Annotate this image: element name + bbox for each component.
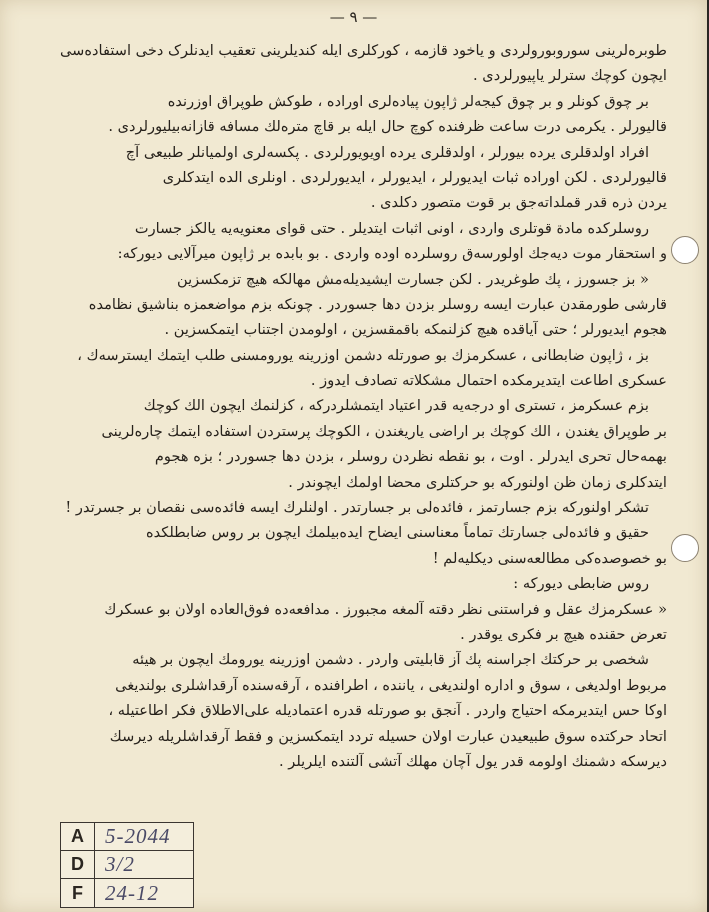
- stamp-key-d: D: [61, 851, 95, 879]
- stamp-value-d: 3/2: [95, 851, 193, 879]
- stamp-value-f: 24-12: [105, 880, 159, 905]
- text-line: بز ، ژاپون ضابطانی ، عسکرمزك بو صورتله دشمن اوزرینه یورومسنی طلب ایتمك ایسترسه‌ك ،: [77, 346, 649, 364]
- text-line: روس ضابطی دیورکه :: [513, 575, 649, 593]
- text-line: اتحاد حرکتده سوق طبیعیدن عبارت اولان حسیله تردد ایتمکسزین و فقط آرقداشلریله دیرسك: [109, 727, 667, 745]
- text-line: بر چوق کونلر و بر چوق کیجه‌لر ژاپون پیاده‌لری اوراده ، طوکش طوپراق اوزرنده: [167, 92, 649, 110]
- text-line: « عسکرمزك عقل و فراستنی نظر دقته آلمغه مجبورز . مدافعه‌ده فوق‌العاده اولان بو عسکرك: [104, 600, 667, 618]
- text-line: قالیورلر . یکرمی درت ساعت ظرفنده کوچ حال ایله بر قاچ مترەلك مسافه قازانه‌بیلیورلردی .: [108, 118, 667, 136]
- text-line: بزم عسکرمز ، تسترى او درجه‌یه قدر اعتیاد ایتمشلردرکه ، کزلنمك ایچون الك کوچك: [143, 397, 649, 415]
- text-line: حقیق و فائده‌لی جسارتك تماماً معناسنی ایضاح ایده‌بیلمك ایچون بر روس ضابطلکده: [145, 524, 649, 542]
- text-line: اوکا حس ایتدیرمکه احتیاج واردر . آنجق بو صورتله قدره اعتمادیله علی‌الاطلاق فکر اطاعتیله ،: [108, 702, 667, 720]
- punch-hole: [671, 236, 699, 264]
- text-line: تشکر اولنورکه بزم جسارتمز ، فائده‌لی بر جسارتدر . اولنلرك ایسه فائده‌سی نقصان بر جسرتدر !: [65, 499, 649, 517]
- text-line: بر طوپراق یغندن ، الك کوچك بر اراضی یاریغندن ، الکوچك پرستردن استفاده ایتمك چاره‌لرینی: [101, 422, 667, 440]
- text-line: ایتدکلری زمان ظن اولنورکه بو حرکتلری محضا اولمك ایچوندر .: [288, 473, 667, 491]
- text-line: هجوم ایدیورلر ؛ حتی آیاقده هیچ کزلنمکه باقمقسزین ، اولومدن اجتناب ایتمکسزین .: [164, 321, 667, 339]
- text-line: تعرض حقنده هیچ بر فکری یوقدر .: [460, 625, 667, 643]
- stamp-key-f: F: [61, 879, 95, 907]
- body-text: [48, 38, 667, 774]
- text-line: بو خصوصده‌کی مطالعه‌سنی دیکلیەلم !: [432, 549, 667, 567]
- text-line: مربوط اولدیغی ، سوق و اداره اولندیغی ، یاننده ، اطرافنده ، آرقه‌سنده آرقداشلری بولندیغی: [115, 676, 667, 694]
- text-line: یردن ذره قدر قملداته‌جق بر قوت متصور دکلدی .: [370, 194, 667, 212]
- text-line: « بز جسورز ، پك طوغریدر . لکن جسارت ایشیدیله‌مش مهالکه هیچ تزمکسزین: [176, 270, 649, 288]
- archive-stamp: [60, 822, 194, 908]
- text-line: و استحقار موت دیه‌جك اولورسه‌ق روسلرده اوده واردی . بو بابده بر ژاپون میرآلایی دیورکه:: [117, 245, 667, 263]
- page-number: — ٩ —: [329, 8, 378, 26]
- punch-hole: [671, 534, 699, 562]
- text-line: طوبره‌لرینی سوروبورولردی و یاخود قازمه ، کورکلری ایله کندیلرینی تعقیب ایدنلرک دخی استفاده‌سی: [59, 42, 667, 59]
- text-line: قالیورلردی . لکن اوراده ثبات ایدیورلر ، ایدیورلر ، ایدیورلردی . اونلری الده ایتدکلری: [162, 168, 667, 186]
- text-line: عسکری اطاعت ایتدیرمکده احتمال مشکلاته تصادف ایدوز .: [310, 372, 667, 390]
- stamp-value-a: 5-2044: [95, 823, 193, 851]
- text-line: شخصی بر حرکتك اجراسنه پك آز قابلیتی واردر . دشمن اوزرینه یورومك ایچون بر هیئه: [132, 651, 649, 669]
- text-line: دیرسکه دشمنك اولومه قدر یول آچان مهلك آتشی آلتنده ایلریلر .: [278, 752, 667, 770]
- text-line: روسلرکده مادة قوتلری واردی ، اونی اثبات ایتدیلر . حتی قوای معنویه‌یه یالکز جسارت: [134, 219, 649, 237]
- text-line: بهمه‌حال تحری ایدرلر . اوت ، بو نقطه نظردن روسلر ، بزدن دها جسوردر ؛ بزه هجوم: [154, 448, 667, 466]
- text-line: قارشی طورمقدن عبارت ایسه روسلر بزدن دها جسوردر . چونکه بزم مواضعمزه بناشیق نظامده: [88, 295, 667, 313]
- stamp-key-a: A: [61, 823, 95, 851]
- text-line: ایچون کوچك سترلر یاپیورلردی .: [473, 67, 667, 85]
- text-line: افراد اولدقلری یرده بیورلر ، اولدقلری یرده اویویورلردی . پکسه‌لری اولمیانلر طبیعی آچ: [125, 143, 649, 161]
